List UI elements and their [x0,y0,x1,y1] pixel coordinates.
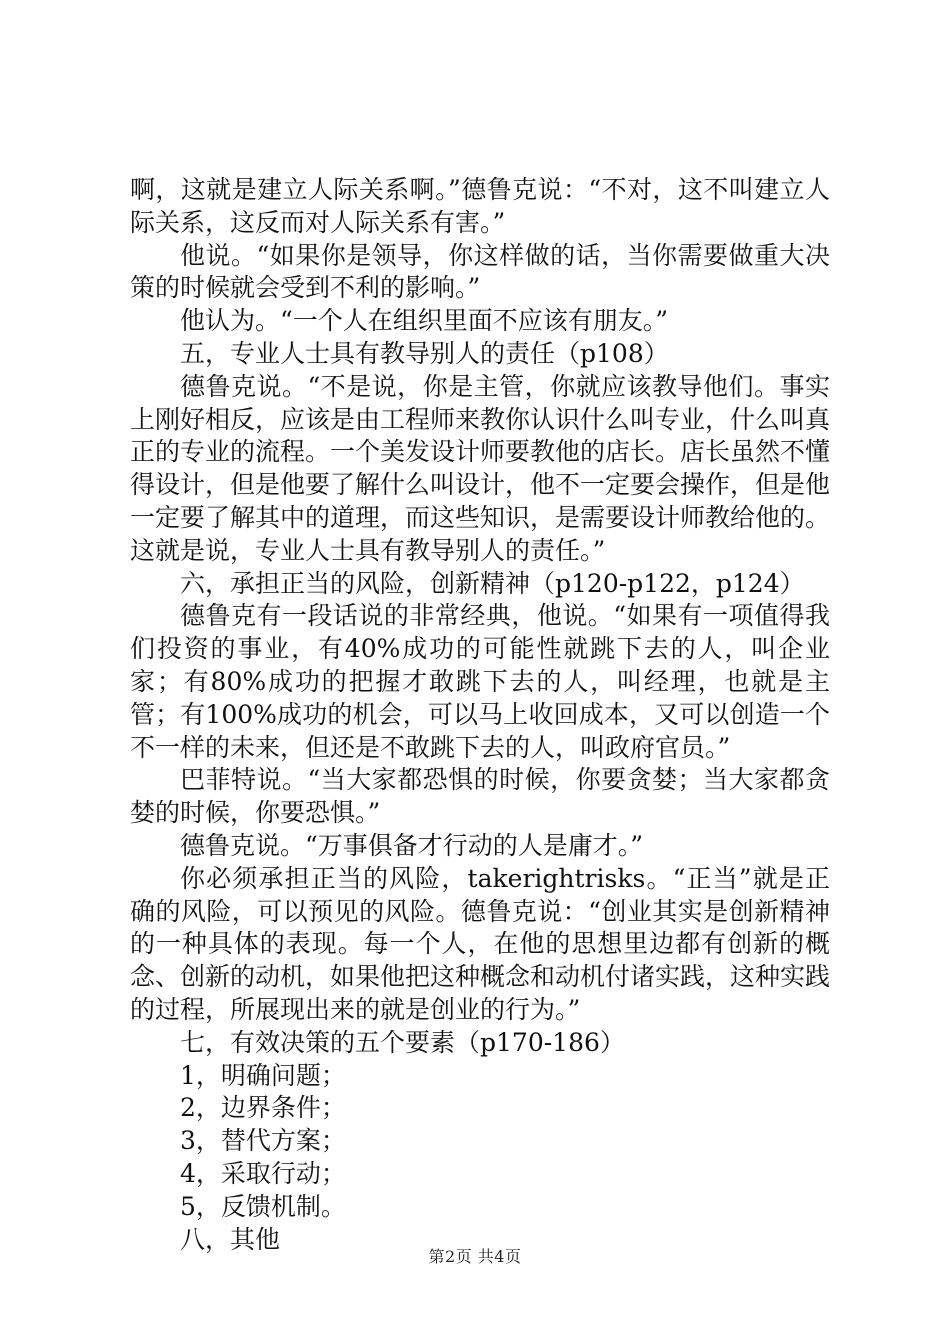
paragraph-2: 他说。“如果你是领导，你这样做的话，当你需要做重大决策的时候就会受到不利的影响。” [130,240,830,303]
list-item-5: 5，反馈机制。 [180,1191,346,1221]
document-body [130,174,830,1256]
section-heading-6: 六，承担正当的风险，创新精神（p120-p122，p124） [180,568,805,598]
list-item-3: 3，替代方案； [180,1126,346,1156]
paragraph-5: 德鲁克说。“不是说，你是主管，你就应该教导他们。事实上刚好相反，应该是由工程师来教你认识什么叫专业，什么叫真正的专业的流程。一个美发设计师要教他的店长。店长虽然不懂得设计，但是他要了解什么叫设计，他不一定要会操作，但是他一定要了解其中的道理，而这些知识，是需要设计师教给他的。这就是说，专业人士具有教导别人的责任。” [130,371,831,565]
paragraph-8: 巴菲特说。“当大家都恐惧的时候，你要贪婪；当大家都贪婪的时候，你要恐惧。” [130,765,830,828]
paragraph-1: 啊，这就是建立人际关系啊。”德鲁克说：“不对，这不叫建立人际关系，这反而对人际关系有害。” [130,175,830,237]
section-heading-8: 八，其他 [180,1224,281,1254]
section-heading-5: 五，专业人士具有教导别人的责任（p108） [180,338,669,368]
section-heading-7: 七，有效决策的五个要素（p170-186） [180,1027,625,1057]
list-item-2: 2，边界条件； [180,1093,346,1123]
list-item-1: 1，明确问题； [180,1060,346,1090]
paragraph-9: 德鲁克说。“万事俱备才行动的人是庸才。” [180,830,644,860]
page-number-footer: 第2页 共4页 [428,1247,522,1266]
paragraph-3: 他认为。“一个人在组织里面不应该有朋友。” [180,306,669,336]
list-item-4: 4，采取行动； [180,1158,346,1188]
paragraph-10: 你必须承担正当的风险，takerightrisks。“正当”就是正确的风险，可以预见的风险。德鲁克说：“创业其实是创新精神的一种具体的表现。每一个人，在他的思想里边都有创新的概念、创新的动机，如果他把这种概念和动机付诸实践，这种实践的过程，所展现出来的就是创业的行为。” [130,863,831,1024]
paragraph-7: 德鲁克有一段话说的非常经典，他说。“如果有一项值得我们投资的事业，有40%成功的可能性就跳下去的人，叫企业家；有80%成功的把握才敢跳下去的人，叫经理，也就是主管；有100%成功的机会，可以马上收回成本，又可以创造一个不一样的未来，但还是不敢跳下去的人，叫政府官员。” [130,601,830,762]
